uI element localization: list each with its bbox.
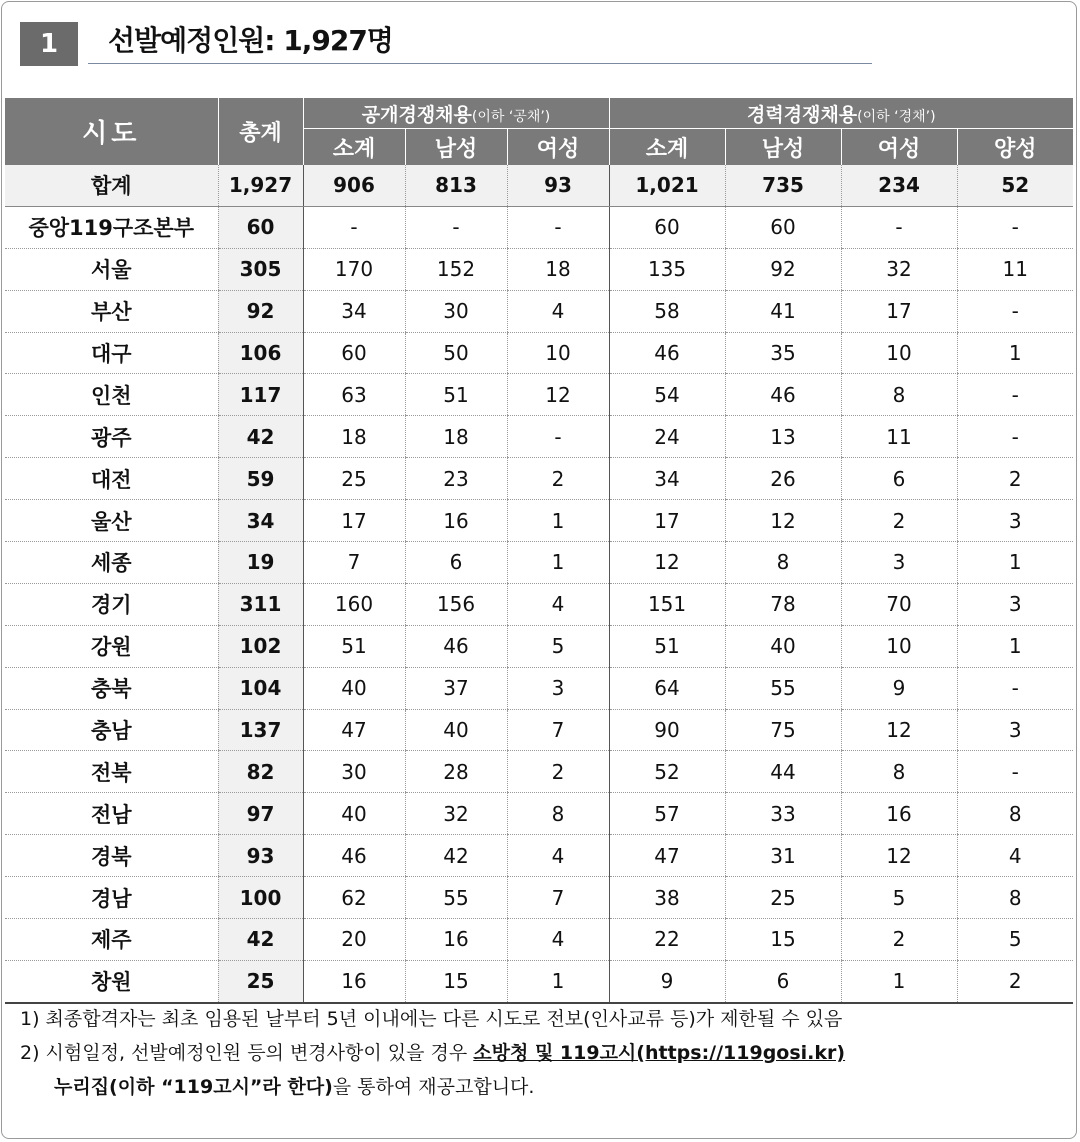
row-total: 34 — [218, 500, 303, 542]
row-career-female: 12 — [841, 709, 957, 751]
row-total: 82 — [218, 751, 303, 793]
row-total: 93 — [218, 835, 303, 877]
row-open-subtotal: 170 — [303, 248, 405, 290]
row-open-female: 1 — [507, 960, 609, 1002]
row-career-female: 17 — [841, 290, 957, 332]
table-row — [5, 667, 1073, 709]
row-career-male: 78 — [725, 583, 841, 625]
header-career-female: 여성 — [841, 129, 957, 166]
row-region: 중앙119구조본부 — [5, 206, 218, 248]
row-open-female: 2 — [507, 458, 609, 500]
row-career-both: - — [957, 667, 1073, 709]
row-career-male: 55 — [725, 667, 841, 709]
row-open-male: 813 — [405, 165, 507, 206]
row-open-subtotal: 906 — [303, 165, 405, 206]
row-total: 100 — [218, 877, 303, 919]
row-career-female: 9 — [841, 667, 957, 709]
row-career-male: 46 — [725, 374, 841, 416]
row-open-subtotal: 16 — [303, 960, 405, 1002]
row-region: 울산 — [5, 500, 218, 542]
row-career-subtotal: 9 — [609, 960, 725, 1002]
table-row — [5, 374, 1073, 416]
row-open-subtotal: 63 — [303, 374, 405, 416]
row-open-subtotal: 17 — [303, 500, 405, 542]
header-total: 총계 — [218, 98, 303, 165]
row-open-male: 23 — [405, 458, 507, 500]
header-open-group — [303, 98, 609, 129]
row-career-female: - — [841, 206, 957, 248]
row-open-subtotal: 34 — [303, 290, 405, 332]
table-row — [5, 877, 1073, 919]
row-career-subtotal: 51 — [609, 625, 725, 667]
header-career-male: 남성 — [725, 129, 841, 166]
row-career-both: 1 — [957, 625, 1073, 667]
row-region: 광주 — [5, 416, 218, 458]
row-open-subtotal: 60 — [303, 332, 405, 374]
row-career-both: 2 — [957, 458, 1073, 500]
row-open-subtotal: 25 — [303, 458, 405, 500]
table-row — [5, 290, 1073, 332]
row-total: 60 — [218, 206, 303, 248]
row-open-female: 8 — [507, 793, 609, 835]
title-underline — [88, 63, 872, 64]
row-region: 전북 — [5, 751, 218, 793]
row-total: 137 — [218, 709, 303, 751]
row-total: 117 — [218, 374, 303, 416]
header-career-note: (이하 ‘경채’) — [857, 108, 936, 125]
row-total: 59 — [218, 458, 303, 500]
table-row — [5, 332, 1073, 374]
row-career-male: 35 — [725, 332, 841, 374]
table-row — [5, 500, 1073, 542]
row-open-male: 15 — [405, 960, 507, 1002]
row-career-both: 8 — [957, 793, 1073, 835]
row-career-subtotal: 1,021 — [609, 165, 725, 206]
table-row — [5, 416, 1073, 458]
row-open-male: - — [405, 206, 507, 248]
row-open-female: 1 — [507, 542, 609, 584]
row-open-female: 7 — [507, 877, 609, 919]
row-region: 합계 — [5, 165, 218, 206]
row-career-both: 1 — [957, 542, 1073, 584]
table-row — [5, 709, 1073, 751]
row-career-male: 92 — [725, 248, 841, 290]
row-open-male: 152 — [405, 248, 507, 290]
row-open-female: 2 — [507, 751, 609, 793]
row-career-female: 70 — [841, 583, 957, 625]
row-open-male: 28 — [405, 751, 507, 793]
row-open-female: 12 — [507, 374, 609, 416]
note-1: 1) 최종합격자는 최초 임용된 날부터 5년 이내에는 다른 시도로 전보(인사교류 등)가 제한될 수 있음 — [20, 1008, 843, 1030]
row-career-subtotal: 57 — [609, 793, 725, 835]
row-region: 경남 — [5, 877, 218, 919]
row-open-female: 7 — [507, 709, 609, 751]
row-career-male: 25 — [725, 877, 841, 919]
table-row — [5, 835, 1073, 877]
table-row — [5, 583, 1073, 625]
row-region: 대전 — [5, 458, 218, 500]
header-open-subtotal: 소계 — [303, 129, 405, 166]
row-career-subtotal: 52 — [609, 751, 725, 793]
row-career-subtotal: 58 — [609, 290, 725, 332]
table-row — [5, 960, 1073, 1002]
row-open-subtotal: 7 — [303, 542, 405, 584]
row-career-both: 2 — [957, 960, 1073, 1002]
row-total: 42 — [218, 919, 303, 961]
row-open-female: 4 — [507, 919, 609, 961]
row-career-female: 10 — [841, 625, 957, 667]
row-region: 경북 — [5, 835, 218, 877]
row-career-both: 1 — [957, 332, 1073, 374]
row-career-both: 52 — [957, 165, 1073, 206]
row-open-subtotal: 51 — [303, 625, 405, 667]
header-open-label: 공개경쟁채용 — [361, 103, 472, 126]
row-region: 창원 — [5, 960, 218, 1002]
row-career-male: 26 — [725, 458, 841, 500]
row-career-male: 44 — [725, 751, 841, 793]
row-career-female: 5 — [841, 877, 957, 919]
row-open-subtotal: 18 — [303, 416, 405, 458]
table-row — [5, 793, 1073, 835]
row-region: 인천 — [5, 374, 218, 416]
row-open-female: 1 — [507, 500, 609, 542]
row-career-subtotal: 17 — [609, 500, 725, 542]
row-career-male: 13 — [725, 416, 841, 458]
row-open-female: 93 — [507, 165, 609, 206]
row-career-female: 2 — [841, 500, 957, 542]
row-career-female: 3 — [841, 542, 957, 584]
note-2-bold: 누리집(이하 “119고시”라 한다) — [54, 1076, 333, 1098]
row-career-male: 735 — [725, 165, 841, 206]
row-career-both: - — [957, 416, 1073, 458]
row-open-male: 42 — [405, 835, 507, 877]
row-open-male: 32 — [405, 793, 507, 835]
row-career-subtotal: 47 — [609, 835, 725, 877]
row-career-male: 40 — [725, 625, 841, 667]
row-open-female: 3 — [507, 667, 609, 709]
row-career-female: 12 — [841, 835, 957, 877]
row-open-male: 16 — [405, 500, 507, 542]
row-total: 19 — [218, 542, 303, 584]
section-header — [12, 16, 872, 66]
row-career-subtotal: 54 — [609, 374, 725, 416]
note-2-continued — [20, 1070, 1070, 1104]
row-career-male: 41 — [725, 290, 841, 332]
notes — [20, 1002, 1070, 1104]
row-region: 전남 — [5, 793, 218, 835]
header-open-male: 남성 — [405, 129, 507, 166]
row-career-both: - — [957, 751, 1073, 793]
section-title: 선발예정인원: 1,927명 — [108, 24, 393, 57]
row-career-female: 6 — [841, 458, 957, 500]
row-career-male: 33 — [725, 793, 841, 835]
row-career-both: - — [957, 290, 1073, 332]
row-open-subtotal: - — [303, 206, 405, 248]
row-total: 104 — [218, 667, 303, 709]
row-career-male: 12 — [725, 500, 841, 542]
row-open-male: 50 — [405, 332, 507, 374]
row-career-subtotal: 151 — [609, 583, 725, 625]
row-open-subtotal: 20 — [303, 919, 405, 961]
row-career-subtotal: 38 — [609, 877, 725, 919]
header-open-female: 여성 — [507, 129, 609, 166]
row-open-male: 55 — [405, 877, 507, 919]
row-career-male: 60 — [725, 206, 841, 248]
row-open-subtotal: 160 — [303, 583, 405, 625]
row-open-male: 156 — [405, 583, 507, 625]
row-region: 충북 — [5, 667, 218, 709]
row-career-female: 2 — [841, 919, 957, 961]
row-region: 강원 — [5, 625, 218, 667]
row-open-female: 4 — [507, 290, 609, 332]
row-open-female: 10 — [507, 332, 609, 374]
row-total: 92 — [218, 290, 303, 332]
table-row — [5, 751, 1073, 793]
row-career-subtotal: 24 — [609, 416, 725, 458]
row-career-female: 8 — [841, 374, 957, 416]
row-open-male: 6 — [405, 542, 507, 584]
row-career-subtotal: 90 — [609, 709, 725, 751]
row-total: 106 — [218, 332, 303, 374]
table-row — [5, 248, 1073, 290]
header-career-both: 양성 — [957, 129, 1073, 166]
row-career-subtotal: 34 — [609, 458, 725, 500]
row-career-both: 4 — [957, 835, 1073, 877]
row-total: 25 — [218, 960, 303, 1002]
row-career-male: 15 — [725, 919, 841, 961]
table-body — [5, 165, 1073, 1003]
header-open-note: (이하 ‘공채’) — [471, 108, 551, 125]
row-open-female: 4 — [507, 583, 609, 625]
row-open-male: 37 — [405, 667, 507, 709]
table-row — [5, 458, 1073, 500]
row-total: 102 — [218, 625, 303, 667]
header-career-subtotal: 소계 — [609, 129, 725, 166]
row-open-female: 18 — [507, 248, 609, 290]
row-career-both: 8 — [957, 877, 1073, 919]
table-row — [5, 919, 1073, 961]
row-career-subtotal: 64 — [609, 667, 725, 709]
row-career-subtotal: 12 — [609, 542, 725, 584]
header-career-label: 경력경쟁채용 — [747, 103, 858, 126]
row-open-male: 18 — [405, 416, 507, 458]
row-career-female: 8 — [841, 751, 957, 793]
row-open-male: 40 — [405, 709, 507, 751]
row-open-male: 46 — [405, 625, 507, 667]
header-career-group — [609, 98, 1073, 129]
table-row — [5, 542, 1073, 584]
table-row — [5, 165, 1073, 206]
row-career-both: - — [957, 206, 1073, 248]
row-open-subtotal: 46 — [303, 835, 405, 877]
row-career-both: 3 — [957, 583, 1073, 625]
row-career-female: 16 — [841, 793, 957, 835]
table-row — [5, 206, 1073, 248]
row-region: 대구 — [5, 332, 218, 374]
row-open-subtotal: 62 — [303, 877, 405, 919]
row-career-both: 3 — [957, 500, 1073, 542]
row-total: 42 — [218, 416, 303, 458]
row-career-subtotal: 46 — [609, 332, 725, 374]
row-career-male: 8 — [725, 542, 841, 584]
note-2-suffix: 을 통하여 재공고합니다. — [332, 1076, 535, 1098]
row-career-female: 1 — [841, 960, 957, 1002]
row-career-both: 3 — [957, 709, 1073, 751]
row-career-subtotal: 135 — [609, 248, 725, 290]
row-total: 1,927 — [218, 165, 303, 206]
row-open-female: - — [507, 416, 609, 458]
row-career-female: 10 — [841, 332, 957, 374]
row-region: 세종 — [5, 542, 218, 584]
row-region: 충남 — [5, 709, 218, 751]
row-open-female: 4 — [507, 835, 609, 877]
row-career-subtotal: 60 — [609, 206, 725, 248]
row-career-female: 234 — [841, 165, 957, 206]
header-region: 시도 — [5, 98, 218, 165]
row-open-male: 30 — [405, 290, 507, 332]
section-number: 1 — [20, 22, 78, 66]
note-2-prefix: 2) 시험일정, 선발예정인원 등의 변경사항이 있을 경우 — [20, 1042, 474, 1064]
row-open-male: 16 — [405, 919, 507, 961]
row-open-female: 5 — [507, 625, 609, 667]
row-career-both: 11 — [957, 248, 1073, 290]
row-total: 97 — [218, 793, 303, 835]
row-open-male: 51 — [405, 374, 507, 416]
row-open-subtotal: 40 — [303, 667, 405, 709]
note-2-link[interactable]: 소방청 및 119고시(https://119gosi.kr) — [473, 1042, 846, 1064]
recruitment-table — [5, 98, 1073, 1004]
row-career-both: 5 — [957, 919, 1073, 961]
row-career-male: 75 — [725, 709, 841, 751]
row-open-female: - — [507, 206, 609, 248]
row-career-male: 31 — [725, 835, 841, 877]
row-total: 311 — [218, 583, 303, 625]
row-career-subtotal: 22 — [609, 919, 725, 961]
row-open-subtotal: 30 — [303, 751, 405, 793]
row-region: 부산 — [5, 290, 218, 332]
row-career-both: - — [957, 374, 1073, 416]
row-region: 제주 — [5, 919, 218, 961]
row-open-subtotal: 47 — [303, 709, 405, 751]
row-total: 305 — [218, 248, 303, 290]
table-row — [5, 625, 1073, 667]
row-career-female: 11 — [841, 416, 957, 458]
row-open-subtotal: 40 — [303, 793, 405, 835]
row-career-female: 32 — [841, 248, 957, 290]
row-career-male: 6 — [725, 960, 841, 1002]
row-region: 서울 — [5, 248, 218, 290]
note-2 — [20, 1036, 1070, 1070]
row-region: 경기 — [5, 583, 218, 625]
